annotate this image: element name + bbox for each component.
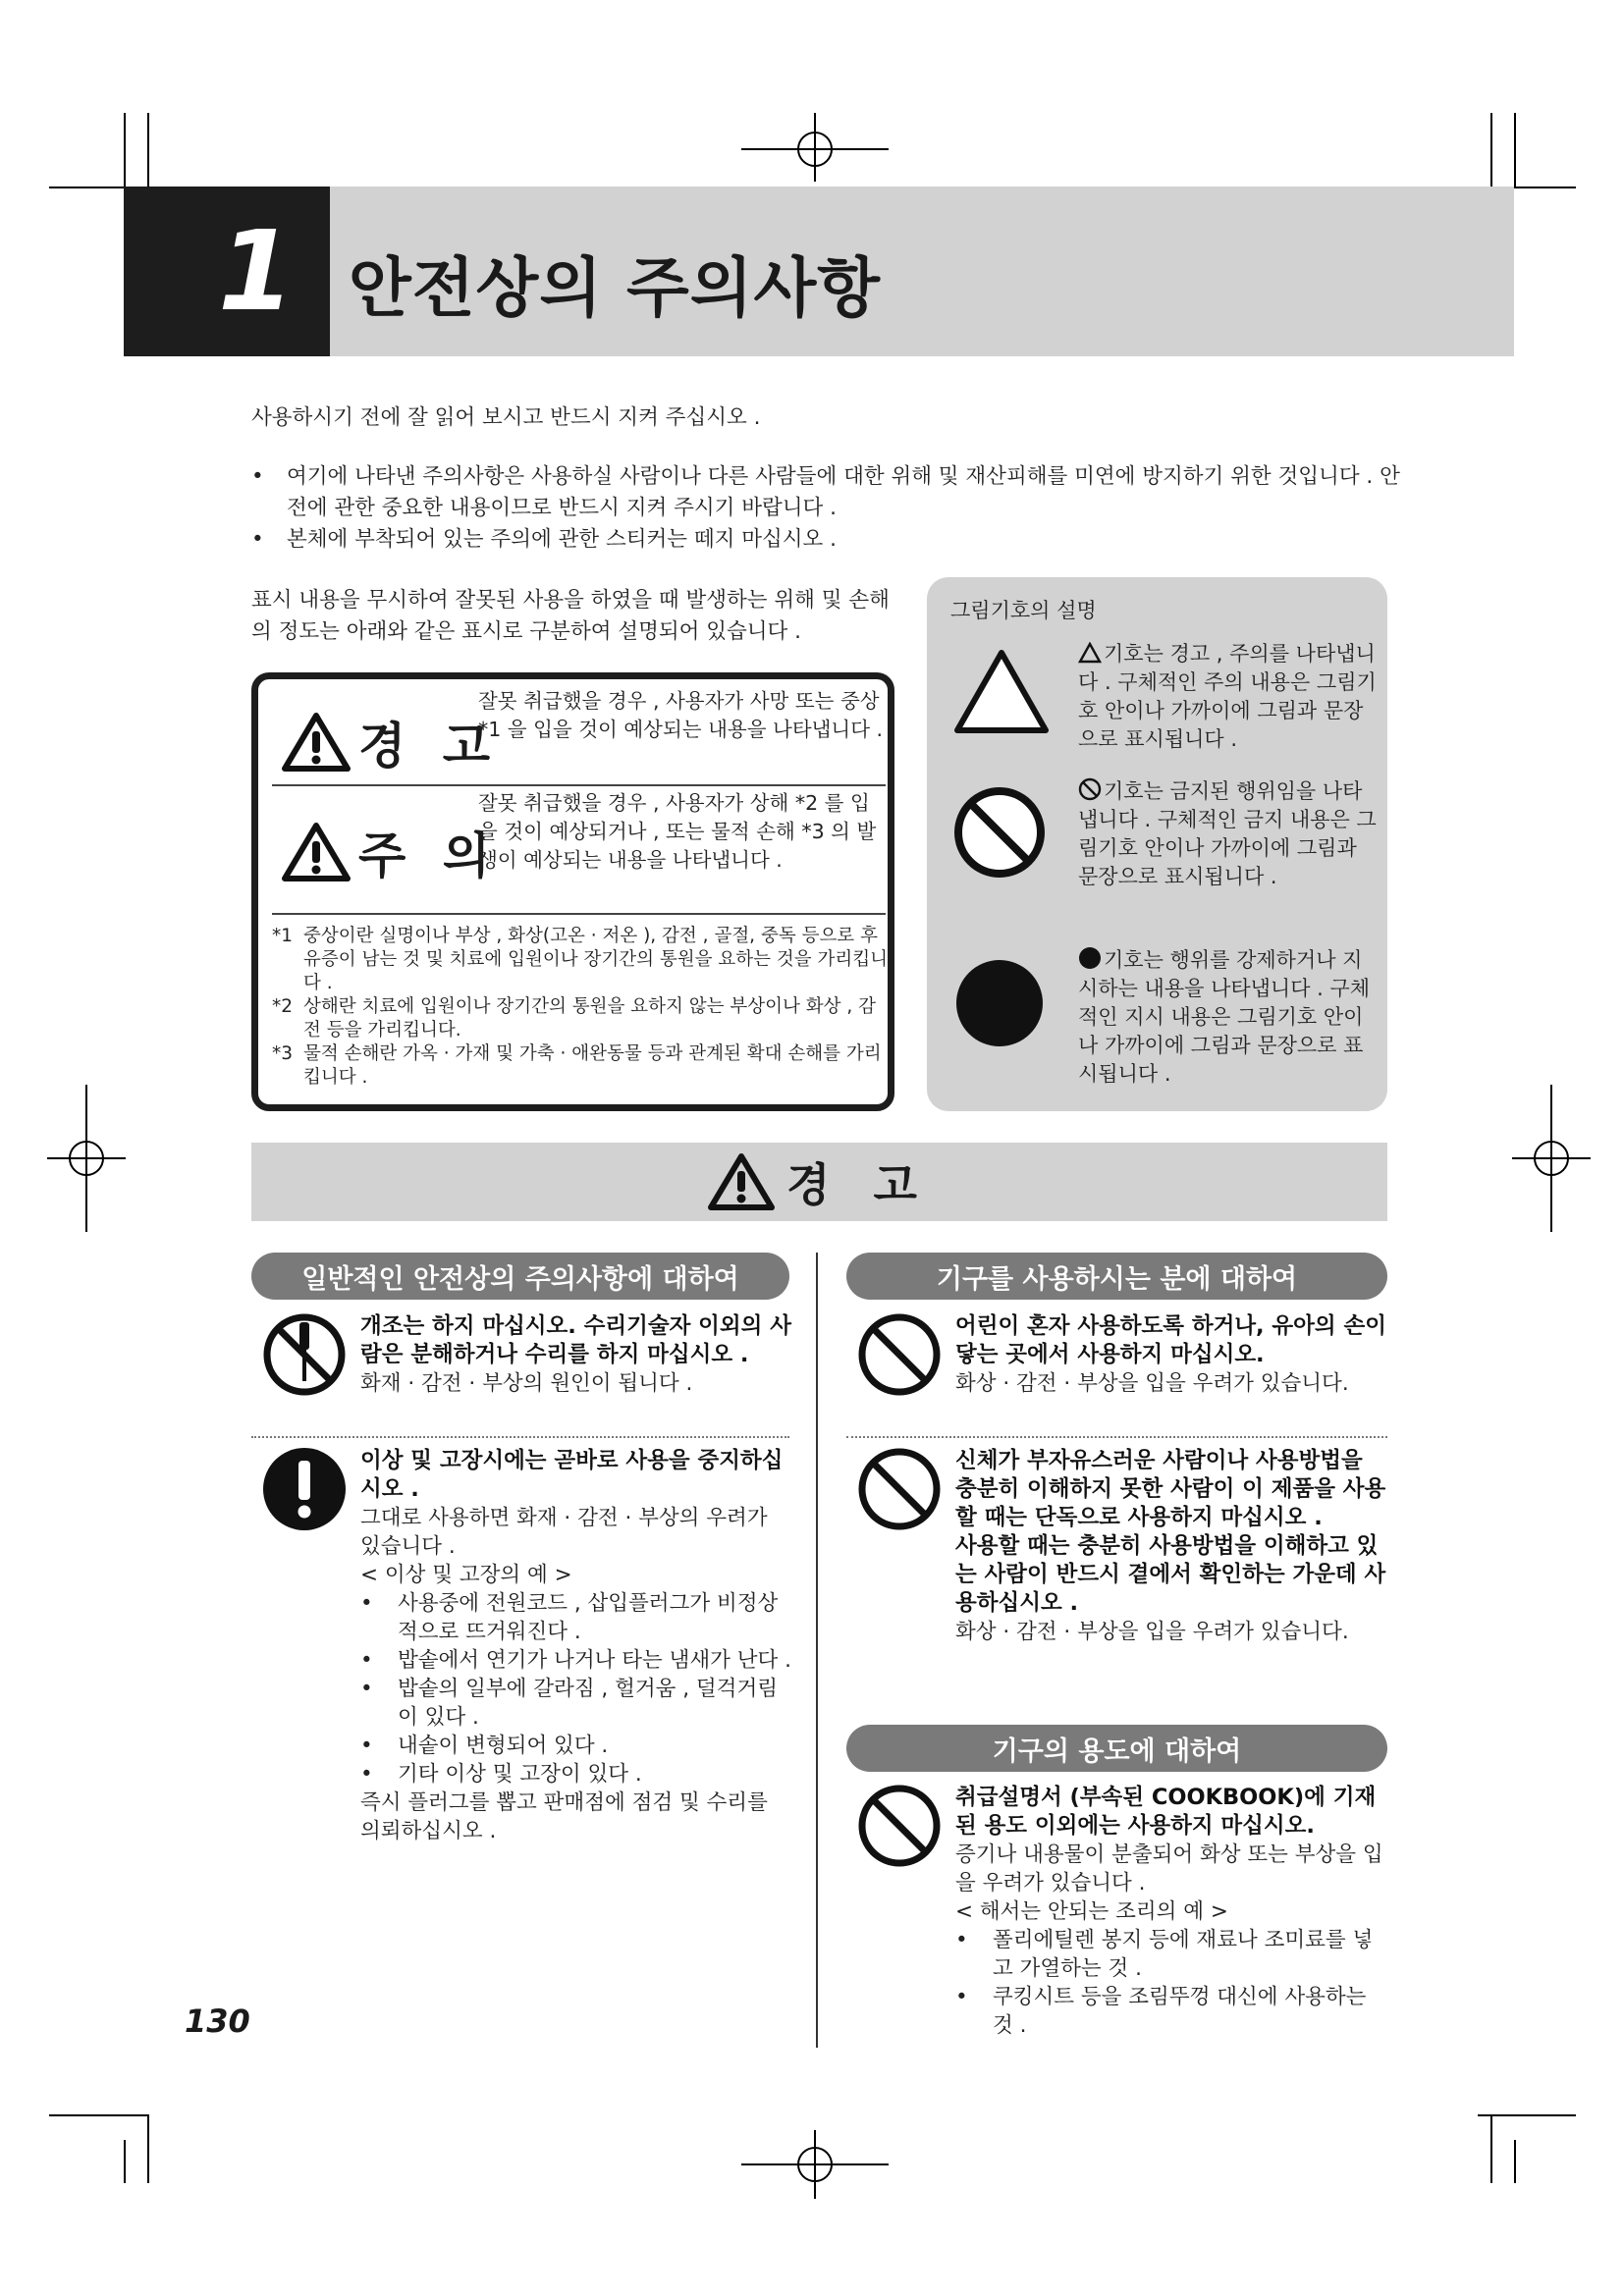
safety-item <box>857 1784 1387 2058</box>
list-item-text: 쿠킹시트 등을 조림뚜껑 대신에 사용하는 것 . <box>993 1985 1367 2038</box>
symbol-panel-title: 그림기호의 설명 <box>950 599 1097 622</box>
divider <box>272 784 886 786</box>
symbol-item <box>952 640 1375 758</box>
warning-label: 경 고 <box>358 718 501 774</box>
footnote <box>272 1042 891 1090</box>
example-list-title: < 이상 및 고장의 예 > <box>360 1563 572 1587</box>
bullet-mark: • <box>251 464 264 489</box>
notice-box <box>251 672 894 1111</box>
footnote-mark: *1 <box>272 926 294 946</box>
symbol-text <box>1078 777 1379 891</box>
divider <box>272 913 886 915</box>
footnote <box>272 995 891 1042</box>
item-content <box>360 1447 792 1845</box>
item-heading: 어린이 혼자 사용하도록 하거나, 유아의 손이 닿는 곳에서 사용하지 마십시오. <box>955 1313 1386 1367</box>
item-heading: 이상 및 고장시에는 곧바로 사용을 중지하십시오 . <box>360 1448 784 1502</box>
item-content <box>955 1312 1387 1398</box>
dotted-divider <box>251 1436 789 1438</box>
crop-mark <box>1490 2114 1492 2183</box>
item-text: 화상 · 감전 · 부상을 입을 우려가 있습니다. <box>955 1620 1349 1644</box>
list-item: • 쿠킹시트 등을 조림뚜껑 대신에 사용하는 것 . <box>955 1985 1367 2038</box>
crop-mark <box>1490 113 1492 189</box>
symbol-text <box>1078 946 1379 1089</box>
safety-item <box>262 1447 792 1908</box>
prohibition-icon <box>857 1312 942 1397</box>
caution-label: 주 의 <box>358 828 501 884</box>
bullet-item <box>251 461 1400 524</box>
mandatory-circle-icon <box>1078 946 1102 970</box>
crop-mark <box>124 113 126 187</box>
safety-item <box>857 1312 1387 1430</box>
warning-banner-label: 경 고 <box>786 1158 931 1211</box>
list-item-text: 내솥이 변형되어 있다 . <box>398 1734 609 1758</box>
footnote-text: 중상이란 실명이나 부상 , 화상(고온 · 저온 ), 감전 , 골절, 중독 등으로 후유증이 남는 것 및 치료에 입원이나 장기간의 통원을 요하는 것을 가리킵니다 . <box>303 926 888 993</box>
safety-item <box>857 1447 1387 1712</box>
crop-mark <box>1514 113 1516 187</box>
footnote-text: 물적 손해란 가옥 · 가재 및 가축 · 애완동물 등과 관계된 확대 손해를 가리킵니다 . <box>303 1043 882 1088</box>
item-heading-2: 사용할 때는 충분히 사용방법을 이해하고 있는 사람이 반드시 곁에서 확인하는 가운데 사용하십시오 . <box>955 1533 1386 1616</box>
item-heading: 취급설명서 (부속된 COOKBOOK)에 기재된 용도 이외에는 사용하지 마십시오. <box>955 1785 1377 1839</box>
list-item: • 밥솥의 일부에 갈라짐 , 헐거움 , 덜걱거림이 있다 . <box>360 1677 778 1730</box>
example-list-title: < 해서는 안되는 조리의 예 > <box>955 1899 1228 1924</box>
item-closing-text: 즉시 플러그를 뽑고 판매점에 점검 및 수리를 의뢰하십시오 . <box>360 1790 768 1843</box>
list-item-text: 폴리에틸렌 봉지 등에 재료나 조미료를 넣고 가열하는 것 . <box>993 1928 1374 1981</box>
page-number: 130 <box>185 2002 250 2040</box>
item-text: 화상 · 감전 · 부상을 입을 우려가 있습니다. <box>955 1371 1349 1396</box>
exclamation-icon <box>262 1447 347 1531</box>
list-item-text: 밥솥의 일부에 갈라짐 , 헐거움 , 덜걱거림이 있다 . <box>398 1677 778 1730</box>
item-heading: 개조는 하지 마십시오. 수리기술자 이외의 사람은 분해하거나 수리를 하지 마십시오 . <box>360 1313 791 1367</box>
warning-sign <box>282 707 500 777</box>
warning-triangle-icon <box>282 712 351 773</box>
registration-mark <box>741 113 889 182</box>
warning-triangle-icon <box>1078 642 1102 664</box>
footnote-mark: *3 <box>272 1043 294 1064</box>
crop-mark <box>1514 2140 1516 2183</box>
prohibition-icon <box>857 1784 942 1868</box>
list-item-text: 기타 이상 및 고장이 있다 . <box>398 1762 642 1787</box>
registration-mark <box>47 1085 126 1232</box>
footnote <box>272 925 891 995</box>
warning-triangle-icon <box>708 1152 775 1211</box>
safety-item <box>262 1312 792 1430</box>
warning-triangle-icon <box>282 822 351 882</box>
footnote-mark: *2 <box>272 996 294 1017</box>
caution-row <box>272 789 886 909</box>
description-text: 표시 내용을 무시하여 잘못된 사용을 하였을 때 발생하는 위해 및 손해의 정도는 아래와 같은 표시로 구분하여 설명되어 있습니다 . <box>251 588 890 644</box>
registration-mark <box>1512 1085 1591 1232</box>
item-text: 증기나 내용물이 분출되어 화상 또는 부상을 입을 우려가 있습니다 . <box>955 1842 1383 1896</box>
crop-mark <box>1478 2114 1576 2116</box>
symbol-item <box>952 946 1375 1094</box>
no-disassembly-icon <box>262 1312 347 1397</box>
list-item: • 사용중에 전원코드 , 삽입플러그가 비정상적으로 뜨거워진다 . <box>360 1591 779 1644</box>
symbol-text <box>1078 640 1379 754</box>
footnote-text: 상해란 치료에 입원이나 장기간의 통원을 요하지 않는 부상이나 화상 , 감전 등을 가리킵니다. <box>303 996 876 1041</box>
item-content <box>955 1447 1387 1646</box>
dotted-divider <box>846 1436 1387 1438</box>
warning-banner <box>251 1143 1387 1221</box>
caution-sign <box>282 817 500 887</box>
item-content <box>955 1784 1387 2040</box>
prohibition-icon <box>1078 777 1102 801</box>
section-title-users: 기구를 사용하시는 분에 대하여 <box>846 1253 1387 1300</box>
list-item: • 기타 이상 및 고장이 있다 . <box>360 1762 642 1787</box>
prohibition-icon <box>952 785 1047 880</box>
item-text: 화재 · 감전 · 부상의 원인이 됩니다 . <box>360 1371 693 1396</box>
warning-triangle-icon <box>952 648 1051 736</box>
mandatory-circle-icon <box>952 956 1047 1050</box>
section-title-usage: 기구의 용도에 대하여 <box>846 1725 1387 1772</box>
item-heading: 신체가 부자유스러운 사람이나 사용방법을 충분히 이해하지 못한 사람이 이 제품을 사용할 때는 단독으로 사용하지 마십시오 . <box>955 1448 1386 1530</box>
warning-text: 잘못 취급했을 경우 , 사용자가 사망 또는 중상 *1 을 입을 것이 예상되는 내용을 나타냅니다 . <box>478 689 884 741</box>
symbol-item <box>952 777 1375 925</box>
bullet-mark: • <box>251 527 264 552</box>
symbol-text-content: 기호는 경고 , 주의를 나타냅니다 . 구체적인 주의 내용은 그림기호 안이나 가까이에 그림과 문장으로 표시됩니다 . <box>1078 642 1377 751</box>
crop-mark <box>147 113 149 189</box>
crop-mark <box>124 2140 126 2183</box>
bullet-text: 본체에 부착되어 있는 주의에 관한 스티커는 떼지 마십시오 . <box>287 527 837 552</box>
list-item-text: 사용중에 전원코드 , 삽입플러그가 비정상적으로 뜨거워진다 . <box>398 1591 779 1644</box>
item-text: 그대로 사용하면 화재 · 감전 · 부상의 우려가 있습니다 . <box>360 1506 768 1559</box>
list-item-text: 밥솥에서 연기가 나거나 타는 냄새가 난다 . <box>398 1648 791 1673</box>
item-content <box>360 1312 792 1398</box>
list-item: • 내솥이 변형되어 있다 . <box>360 1734 609 1758</box>
crop-mark <box>147 2114 149 2183</box>
registration-mark <box>741 2130 889 2199</box>
prohibition-icon <box>857 1447 942 1531</box>
list-item: • 밥솥에서 연기가 나거나 타는 냄새가 난다 . <box>360 1648 791 1673</box>
section-title-general: 일반적인 안전상의 주의사항에 대하여 <box>251 1253 789 1300</box>
bullet-item <box>251 524 1400 556</box>
warning-row <box>272 687 886 785</box>
symbol-text-content: 기호는 행위를 강제하거나 지시하는 내용을 나타냅니다 . 구체적인 지시 내용은 그림기호 안이나 가까이에 그림과 문장으로 표시됩니다 . <box>1078 948 1371 1086</box>
footnotes <box>272 925 891 1090</box>
list-item: • 폴리에틸렌 봉지 등에 재료나 조미료를 넣고 가열하는 것 . <box>955 1928 1374 1981</box>
chapter-title: 안전상의 주의사항 <box>349 250 882 326</box>
symbol-explanation-panel <box>927 577 1387 1111</box>
bullet-text: 여기에 나타낸 주의사항은 사용하실 사람이나 다른 사람들에 대한 위해 및 재산피해를 미연에 방지하기 위한 것입니다 . 안전에 관한 중요한 내용이므로 반드시 지켜 주시기 바랍니다 . <box>287 464 1400 520</box>
chapter-number: 1 <box>218 207 295 336</box>
caution-text: 잘못 취급했을 경우 , 사용자가 상해 *2 를 입을 것이 예상되거나 , 또는 물적 손해 *3 의 발생이 예상되는 내용을 나타냅니다 . <box>478 791 877 872</box>
symbol-text-content: 기호는 금지된 행위임을 나타냅니다 . 구체적인 금지 내용은 그림기호 안이나 가까이에 그림과 문장으로 표시됩니다 . <box>1078 779 1377 888</box>
intro-text: 사용하시기 전에 잘 읽어 보시고 반드시 지켜 주십시오 . <box>251 405 761 430</box>
column-divider <box>816 1253 818 2048</box>
crop-mark <box>49 2114 147 2116</box>
